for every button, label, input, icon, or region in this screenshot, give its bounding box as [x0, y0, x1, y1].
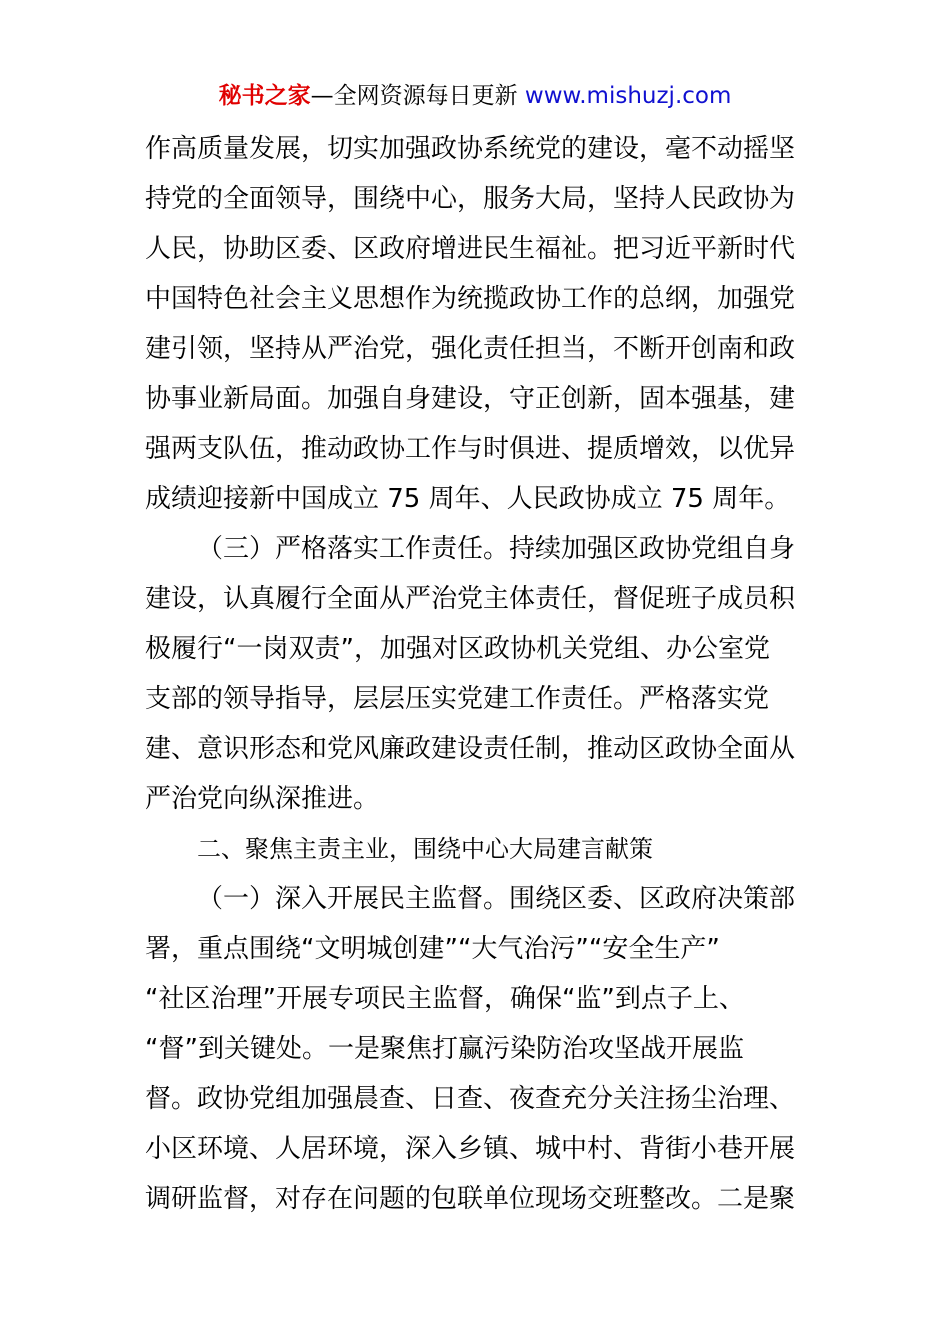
banner-url-link[interactable]: www.mishuzj.com: [524, 83, 732, 109]
text-line: 建、意识形态和党风廉政建设责任制，推动区政协全面从: [145, 734, 796, 764]
text-line: 严治党向纵深推进。: [145, 784, 380, 814]
text-line: 支部的领导指导，层层压实党建工作责任。严格落实党: [145, 684, 770, 714]
text-line: 协事业新局面。加强自身建设，守正创新，固本强基，建: [145, 384, 796, 414]
banner-tagline: —全网资源每日更新: [310, 83, 518, 109]
text-line: 持党的全面领导，围绕中心，服务大局，坚持人民政协为: [145, 184, 796, 214]
text-line: 中国特色社会主义思想作为统揽政协工作的总纲，加强党: [145, 284, 796, 314]
text-line: 建设，认真履行全面从严治党主体责任，督促班子成员积: [145, 584, 796, 614]
text-line: 极履行“一岗双责”，加强对区政协机关党组、办公室党: [145, 634, 770, 664]
document-body: [145, 124, 811, 1224]
text-line: 强两支队伍，推动政协工作与时俱进、提质增效，以优异: [145, 434, 796, 464]
text-line: 督。政协党组加强晨查、日查、夜查充分关注扬尘治理、: [145, 1084, 796, 1114]
site-banner: [0, 80, 950, 112]
paragraph-first-line: （一）深入开展民主监督。围绕区委、区政府决策部: [197, 884, 796, 914]
text-line: “社区治理”开展专项民主监督，确保“监”到点子上、: [145, 984, 745, 1014]
text-line: 成绩迎接新中国成立 75 周年、人民政协成立 75 周年。: [145, 484, 791, 514]
text-line: 小区环境、人居环境，深入乡镇、城中村、背街小巷开展: [145, 1134, 796, 1164]
banner-brand: 秘书之家: [218, 83, 311, 109]
paragraph-first-line: （三）严格落实工作责任。持续加强区政协党组自身: [197, 534, 796, 564]
text-line: “督”到关键处。一是聚焦打赢污染防治攻坚战开展监: [145, 1034, 744, 1064]
text-line: 作高质量发展，切实加强政协系统党的建设，毫不动摇坚: [145, 134, 796, 164]
text-line: 建引领，坚持从严治党，强化责任担当，不断开创南和政: [145, 334, 796, 364]
text-line: 调研监督，对存在问题的包联单位现场交班整改。二是聚: [145, 1184, 796, 1214]
text-line: 人民，协助区委、区政府增进民生福祉。把习近平新时代: [145, 234, 796, 264]
text-line: 署，重点围绕“文明城创建”“大气治污”“安全生产”: [145, 934, 720, 964]
section-heading: 二、聚焦主责主业，围绕中心大局建言献策: [197, 835, 653, 863]
